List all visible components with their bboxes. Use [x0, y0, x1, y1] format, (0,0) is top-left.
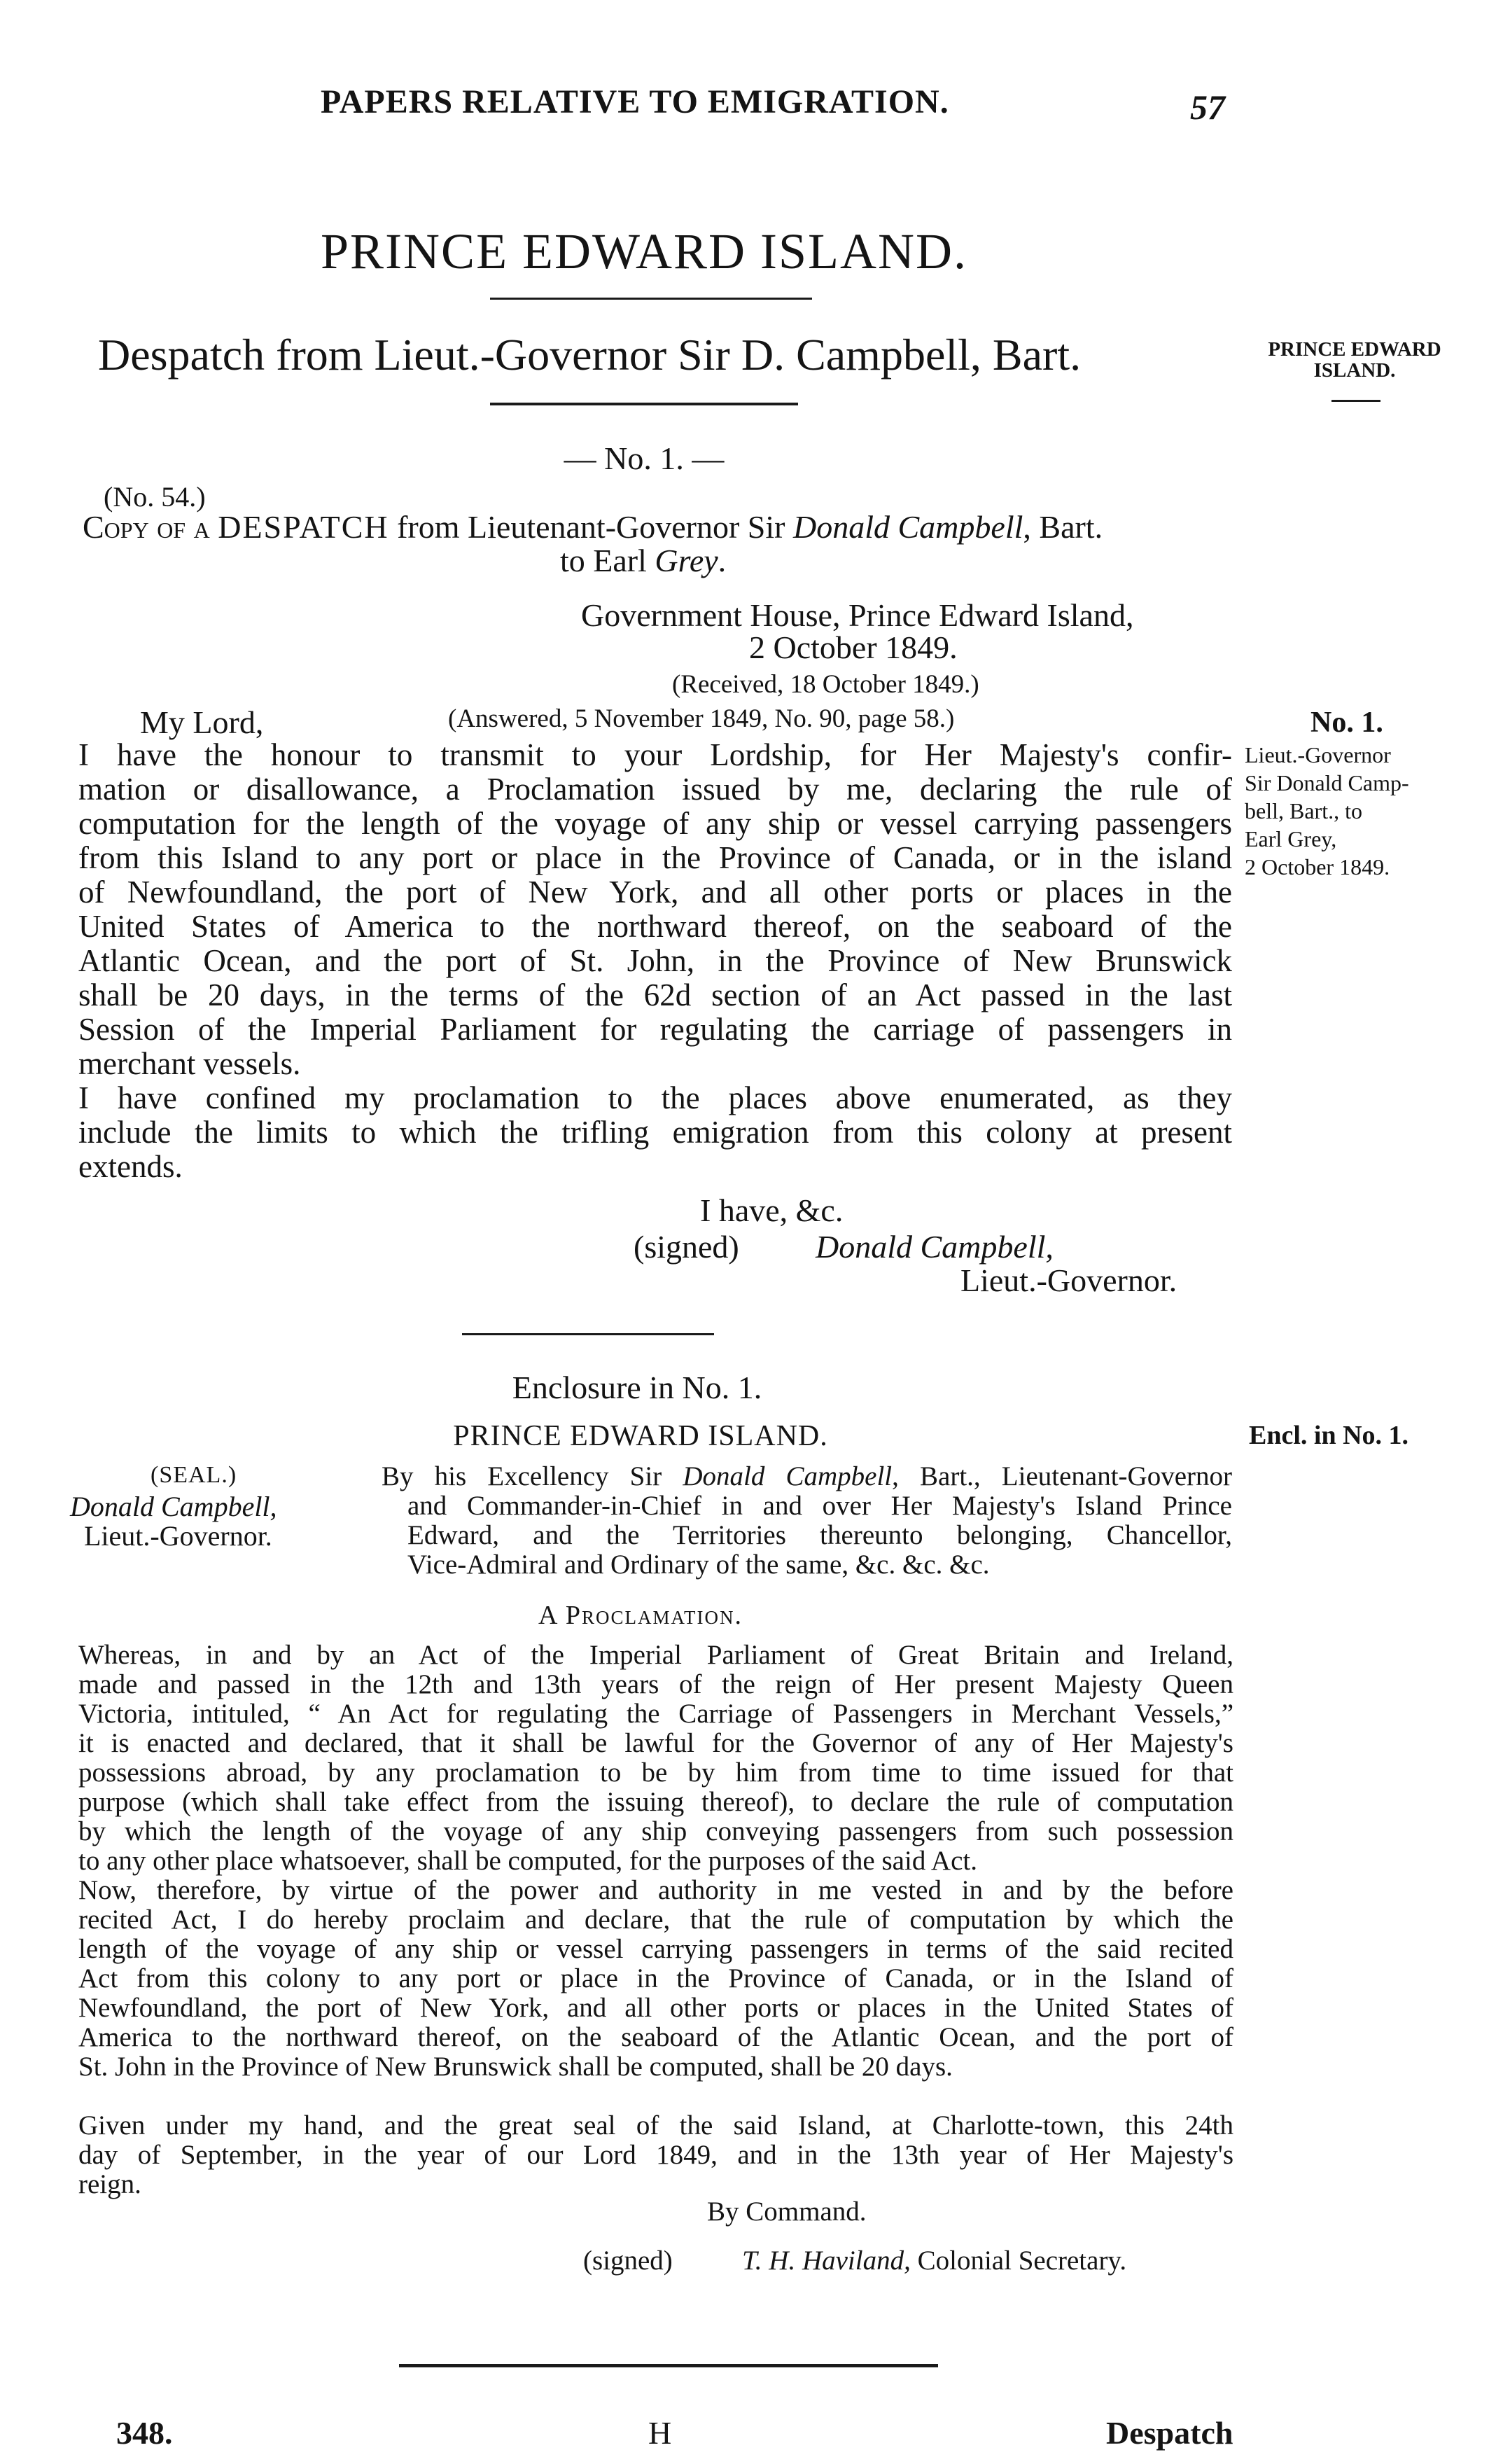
closing-rule	[399, 2364, 938, 2367]
letter-line: include the limits to which the trifling emigration from this colony at present	[78, 1115, 1232, 1150]
proclamation-title: A Proclamation.	[538, 1601, 743, 1630]
letter-line: mation or disallowance, a Proclamation issued by me, declaring the rule of	[78, 772, 1232, 807]
proclamation-line: Given under my hand, and the great seal of the said Island, at Charlotte-town, this 24th	[78, 2110, 1233, 2141]
section-divider	[462, 1333, 714, 1335]
margin-enclosure-label: Encl. in No. 1.	[1249, 1421, 1409, 1450]
margin-note-number: No. 1.	[1310, 707, 1383, 739]
copy-heading-line1	[83, 508, 1103, 545]
despatch-heading: Despatch from Lieut.-Governor Sir D. Campbell, Bart.	[98, 330, 1082, 380]
secretary-title: Colonial Secretary.	[910, 2246, 1127, 2276]
proclamation-line: it is enacted and declared, that it shall be lawful for the Governor of any of Her Majesty's	[78, 1728, 1233, 1758]
proclamation-line: made and passed in the 12th and 13th years of the reign of Her present Majesty Queen	[78, 1669, 1233, 1699]
copy-mid: from Lieutenant-Governor Sir	[389, 509, 793, 545]
letter-line: shall be 20 days, in the terms of the 62d section of an Act passed in the last	[78, 977, 1232, 1012]
style-line: Edward, and the Territories thereunto belonging, Chancellor,	[407, 1520, 1232, 1550]
style-line1-a: By his Excellency Sir	[382, 1461, 683, 1491]
proclamation-line: Victoria, intituled, “ An Act for regulating the Carriage of Passengers in Merchant Vessels,”	[78, 1699, 1233, 1729]
by-command: By Command.	[707, 2197, 867, 2227]
style-line1-name: Donald Campbell	[683, 1461, 893, 1491]
letter-line: merchant vessels.	[78, 1046, 301, 1081]
proclamation-line: reign.	[78, 2169, 141, 2199]
running-head: PAPERS RELATIVE TO EMIGRATION.	[321, 83, 949, 120]
margin-note-line: 2 October 1849.	[1245, 854, 1390, 879]
proclamation-line: America to the northward thereof, on the seaboard of the Atlantic Ocean, and the port of	[78, 2022, 1233, 2052]
despatch-number: — No. 1. —	[564, 440, 725, 476]
proclamation-line: Newfoundland, the port of New York, and all other ports or places in the United States of	[78, 1993, 1233, 2023]
style-line	[382, 1461, 1232, 1492]
letter-line: from this Island to any port or place in the Province of Canada, or in the island	[78, 840, 1232, 875]
style-line1-b: , Bart., Lieutenant-Governor	[892, 1461, 1232, 1491]
proclamation-line: day of September, in the year of our Lord 1849, and in the 13th year of Her Majesty's	[78, 2140, 1233, 2170]
answered-note: (Answered, 5 November 1849, No. 90, page 58.)	[448, 704, 955, 733]
letter-line: I have confined my proclamation to the places above enumerated, as they	[78, 1080, 1232, 1115]
letter-line: United States of America to the northward thereof, on the seaboard of the	[78, 909, 1232, 944]
closing-signature-title: Lieut.-Governor.	[960, 1262, 1177, 1298]
proclamation-line: possessions abroad, by any proclamation to be by him from time to time issued for that	[78, 1757, 1233, 1788]
proclamation-line: Now, therefore, by virtue of the power and authority in me vested in and by the before	[78, 1875, 1233, 1905]
closing-phrase: I have, &c.	[700, 1192, 844, 1228]
letter-line: computation for the length of the voyage of any ship or vessel carrying passengers	[78, 806, 1232, 841]
margin-note-line: Sir Donald Camp-	[1245, 770, 1409, 795]
copy-to: to Earl	[560, 543, 655, 578]
style-line: and Commander-in-Chief in and over Her Majesty's Island Prince	[407, 1491, 1232, 1521]
despatch-ref: (No. 54.)	[104, 481, 206, 513]
copy-suffix: , Bart.	[1023, 509, 1103, 545]
proclamation-line: purpose (which shall take effect from the issuing thereof), to declare the rule of computation	[78, 1787, 1233, 1817]
margin-section-line2: ISLAND.	[1313, 359, 1396, 382]
title-rule	[490, 298, 812, 300]
margin-section-rule	[1331, 400, 1380, 402]
proclamation-line: Whereas, in and by an Act of the Imperial Parliament of Great Britain and Ireland,	[78, 1640, 1233, 1670]
footer-catchword: Despatch	[1106, 2415, 1233, 2451]
margin-note-line: Earl Grey,	[1245, 826, 1337, 851]
enclosure-place: PRINCE EDWARD ISLAND.	[453, 1420, 828, 1452]
proclamation-line: by which the length of the voyage of any ship conveying passengers from such possession	[78, 1816, 1233, 1846]
proclamation-line: to any other place whatsoever, shall be computed, for the purposes of the said Act.	[78, 1846, 977, 1876]
secretary-signature	[742, 2245, 1126, 2276]
margin-note-line: Lieut.-Governor	[1245, 742, 1391, 767]
closing-signature-name: Donald Campbell,	[816, 1229, 1054, 1265]
section-title: PRINCE EDWARD ISLAND.	[321, 223, 967, 279]
margin-section-line1: PRINCE EDWARD	[1268, 338, 1441, 361]
address-place: Government House, Prince Edward Island,	[581, 597, 1134, 633]
seal-name: Donald Campbell,	[70, 1491, 277, 1522]
seal-label: (SEAL.)	[151, 1462, 237, 1488]
enclosure-heading: Enclosure in No. 1.	[512, 1370, 762, 1405]
page-number: 57	[1190, 88, 1225, 127]
margin-section-label	[1250, 339, 1460, 381]
letter-line: Session of the Imperial Parliament for regulating the carriage of passengers in	[78, 1012, 1232, 1047]
copy-despatch-word: DESPATCH	[218, 509, 389, 545]
letter-line: Atlantic Ocean, and the port of St. John, in the Province of New Brunswick	[78, 943, 1232, 978]
secretary-name: T. H. Haviland,	[742, 2246, 911, 2276]
seal-title: Lieut.-Governor.	[84, 1520, 272, 1552]
copy-heading-line2	[560, 542, 726, 579]
footer-signature-mark: 348.	[116, 2415, 173, 2451]
style-line: Vice-Admiral and Ordinary of the same, &c. &c. &c.	[407, 1550, 990, 1580]
proclamation-line: length of the voyage of any ship or vessel carrying passengers in terms of the said recited	[78, 1934, 1233, 1964]
heading-rule	[490, 403, 798, 405]
margin-note-line: bell, Bart., to	[1245, 798, 1362, 823]
footer-gathering-letter: H	[648, 2415, 672, 2451]
received-note: (Received, 18 October 1849.)	[672, 670, 979, 699]
copy-end: .	[718, 543, 727, 578]
letter-line: I have the honour to transmit to your Lordship, for Her Majesty's confir-	[78, 737, 1232, 772]
copy-prefix: Copy of a	[83, 509, 218, 545]
address-date: 2 October 1849.	[749, 629, 958, 665]
secretary-signed: (signed)	[583, 2246, 673, 2276]
copy-name: Donald Campbell	[793, 509, 1023, 545]
closing-signed: (signed)	[634, 1229, 739, 1265]
salutation: My Lord,	[140, 704, 264, 740]
letter-line: of Newfoundland, the port of New York, and all other ports or places in the	[78, 875, 1232, 910]
proclamation-line: Act from this colony to any port or place in the Province of Canada, or in the Island of	[78, 1963, 1233, 1993]
proclamation-line: St. John in the Province of New Brunswick shall be computed, shall be 20 days.	[78, 2052, 953, 2082]
copy-recipient: Grey	[655, 543, 718, 578]
proclamation-line: recited Act, I do hereby proclaim and declare, that the rule of computation by which the	[78, 1905, 1233, 1935]
letter-line: extends.	[78, 1149, 183, 1184]
